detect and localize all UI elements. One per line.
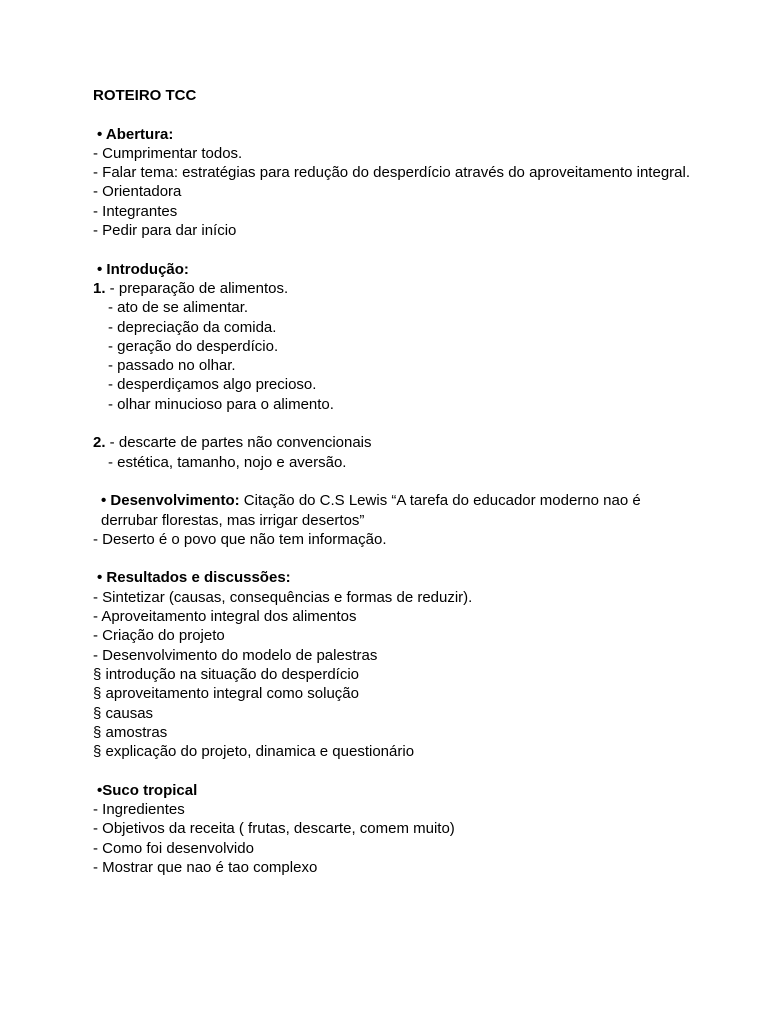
abertura-heading: • Abertura:	[97, 125, 174, 143]
abertura-item: - Pedir para dar início	[93, 222, 237, 240]
resultados-item: § aproveitamento integral como solução	[93, 685, 359, 703]
introducao-heading: • Introdução:	[97, 260, 189, 278]
introducao-part2-line	[93, 433, 693, 452]
introducao-part2-item: - estética, tamanho, nojo e aversão.	[108, 453, 347, 471]
suco-item: - Mostrar que nao é tao complexo	[93, 858, 318, 876]
introducao-part1-item: - ato de se alimentar.	[108, 299, 249, 317]
desenvolvimento-text: Citação do C.S Lewis “A tarefa do educador moderno nao é derrubar florestas, mas irrigar desertos”	[101, 492, 641, 529]
resultados-item: § introdução na situação do desperdício	[93, 665, 360, 683]
suco-heading: •Suco tropical	[97, 781, 198, 799]
spacer	[93, 549, 693, 568]
resultados-item: - Aproveitamento integral dos alimentos	[93, 608, 357, 626]
resultados-heading: • Resultados e discussões:	[97, 569, 291, 587]
desenvolvimento-paragraph	[93, 491, 693, 530]
document-content	[93, 86, 693, 877]
introducao-part1-first: - preparação de alimentos.	[105, 279, 289, 297]
introducao-part1-item: - desperdiçamos algo precioso.	[108, 376, 317, 394]
resultados-item: § causas	[93, 704, 154, 722]
spacer	[93, 414, 693, 433]
introducao-part1-item: - passado no olhar.	[108, 357, 236, 375]
resultados-item: - Desenvolvimento do modelo de palestras	[93, 646, 378, 664]
spacer	[93, 240, 693, 259]
suco-item: - Objetivos da receita ( frutas, descarte, comem muito)	[93, 820, 455, 838]
resultados-item: § amostras	[93, 723, 168, 741]
introducao-part1-item: - geração do desperdício.	[108, 337, 279, 355]
suco-item: - Ingredientes	[93, 800, 185, 818]
introducao-part2-number: 2.	[93, 434, 106, 452]
introducao-part1-number: 1.	[93, 279, 106, 297]
introducao-part1-item: - olhar minucioso para o alimento.	[108, 395, 334, 413]
document-title: ROTEIRO TCC	[93, 87, 197, 104]
spacer	[93, 472, 693, 491]
desenvolvimento-item: - Deserto é o povo que não tem informação.	[93, 530, 387, 548]
resultados-item: - Sintetizar (causas, consequências e formas de reduzir).	[93, 588, 473, 606]
abertura-item: - Orientadora	[93, 183, 182, 201]
spacer	[93, 105, 693, 124]
resultados-item: - Criação do projeto	[93, 627, 225, 645]
introducao-part1-line	[93, 279, 693, 298]
abertura-item: - Integrantes	[93, 202, 178, 220]
spacer	[93, 761, 693, 780]
desenvolvimento-heading: • Desenvolvimento:	[101, 492, 240, 510]
abertura-item: - Cumprimentar todos.	[93, 144, 243, 162]
suco-item: - Como foi desenvolvido	[93, 839, 254, 857]
resultados-item: § explicação do projeto, dinamica e questionário	[93, 743, 415, 761]
introducao-part1-item: - depreciação da comida.	[108, 318, 277, 336]
abertura-item: - Falar tema: estratégias para redução do desperdício através do aproveitamento integral.	[93, 164, 690, 182]
introducao-part2-first: - descarte de partes não convencionais	[105, 434, 372, 452]
